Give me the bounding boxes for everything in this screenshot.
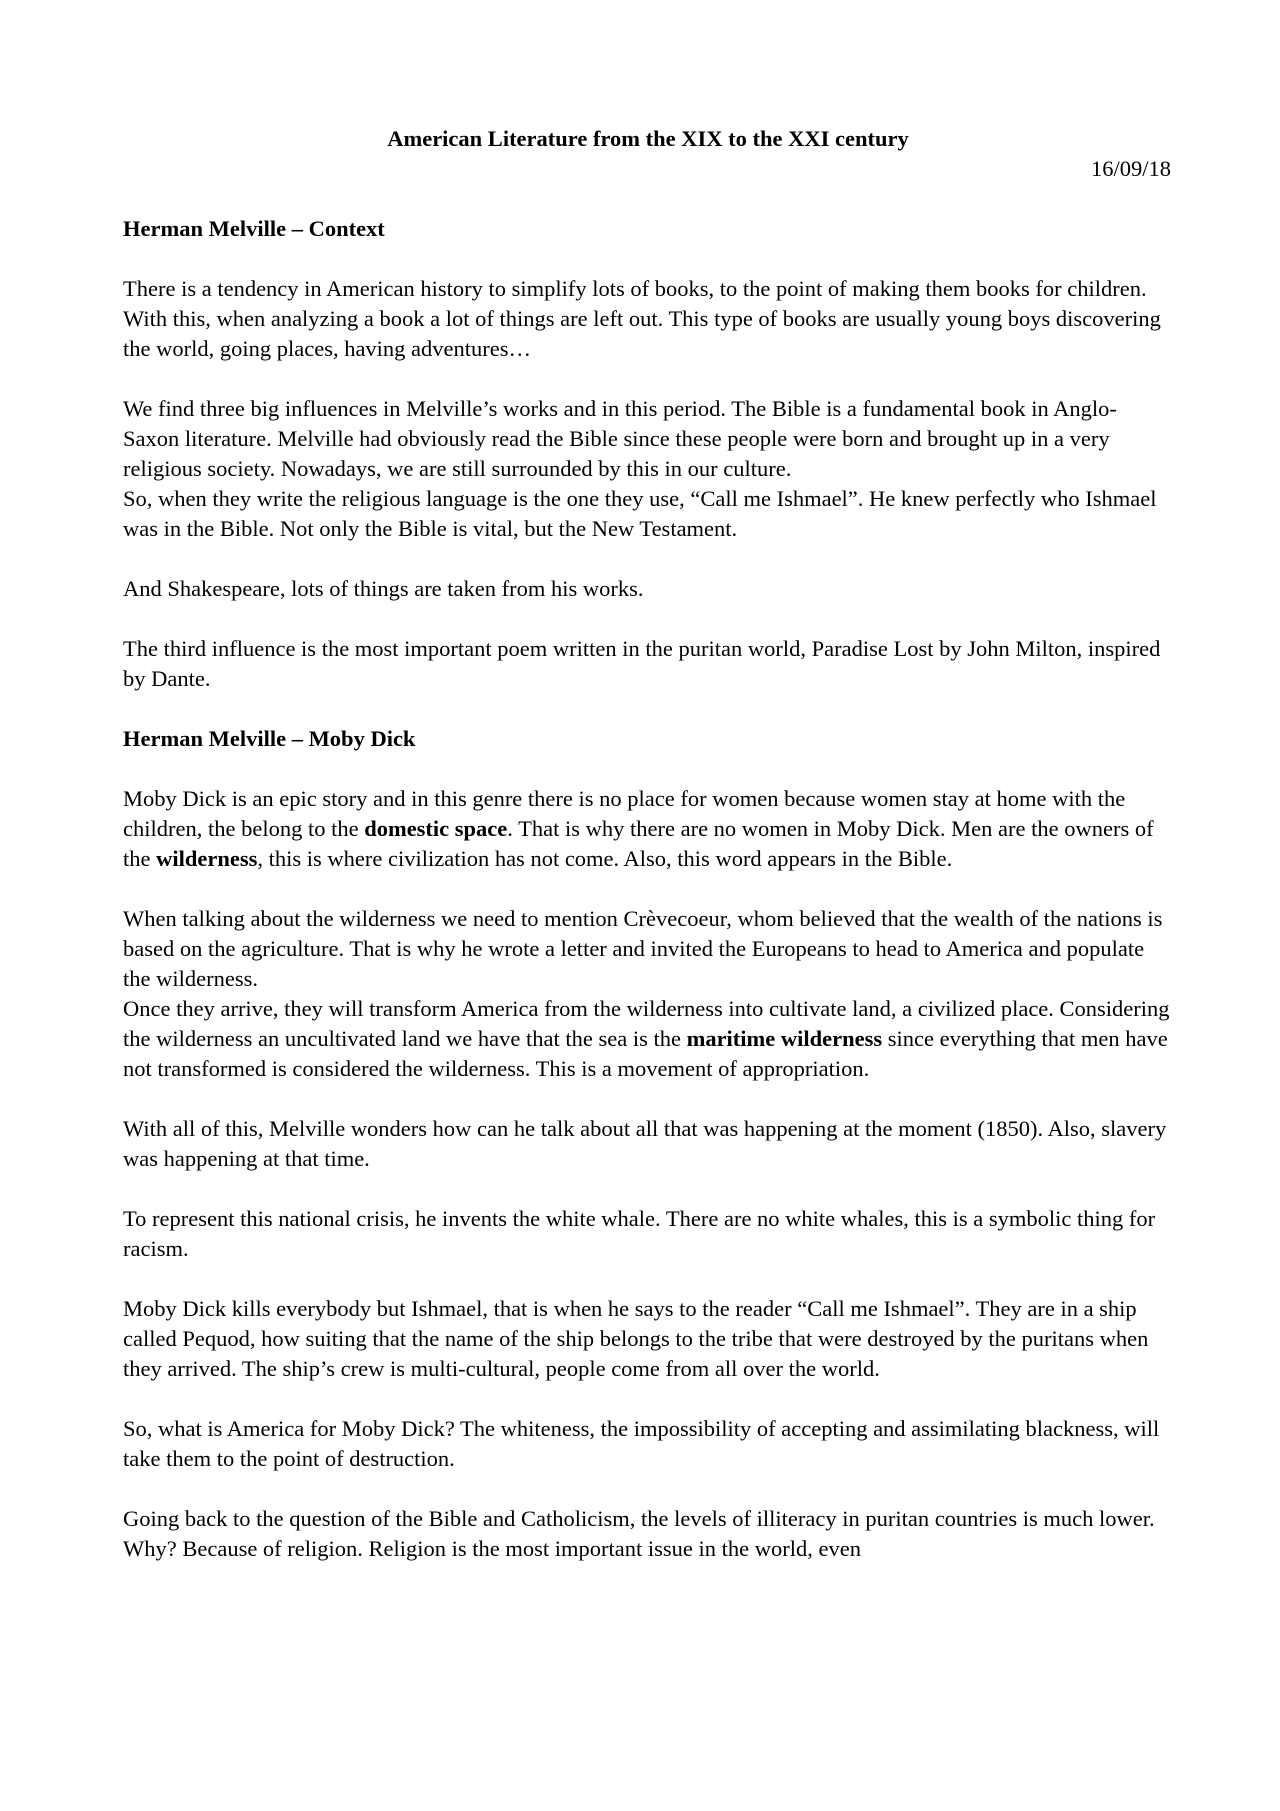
text-run: . That is why there are no women in Moby Dick. Men are the owners of the (123, 816, 1154, 871)
bold-term-wilderness: wilderness (156, 846, 258, 871)
paragraph (123, 784, 1173, 874)
text-run: since everything that men have not transformed is considered the wilderness. This is a movement of appropriation. (123, 1026, 1168, 1081)
spacer (123, 184, 1173, 214)
spacer (123, 694, 1173, 724)
paragraph: When talking about the wilderness we need to mention Crèvecoeur, whom believed that the wealth of the nations is based on the agriculture. That is why he wrote a letter and invited the Europeans to head to America and populate the wilderness. (123, 906, 1163, 991)
text-run: Moby Dick is an epic story and in this genre there is no place for women because women stay at home with the children, the belong to the (123, 786, 1126, 841)
section-heading-moby-dick: Herman Melville – Moby Dick (123, 726, 416, 751)
bold-term-maritime-wilderness: maritime wilderness (686, 1026, 883, 1051)
paragraph: Moby Dick kills everybody but Ishmael, that is when he says to the reader “Call me Ishmael”. They are in a ship called Pequod, how suiting that the name of the ship belongs to the tribe that were destroyed by the puritans when they arrived. The ship’s crew is multi-cultural, people come from all over the world. (123, 1296, 1149, 1381)
paragraph: We find three big influences in Melville’s works and in this period. The Bible is a fundamental book in Anglo-Saxon literature. Melville had obviously read the Bible since these people were born and brought up in a very religious society. Nowadays, we are still surrounded by this in our culture. (123, 396, 1117, 481)
spacer (123, 1084, 1173, 1114)
paragraph: With all of this, Melville wonders how can he talk about all that was happening at the moment (1850). Also, slavery was happening at that time. (123, 1116, 1167, 1171)
spacer (123, 544, 1173, 574)
paragraph: There is a tendency in American history to simplify lots of books, to the point of making them books for children. With this, when analyzing a book a lot of things are left out. This type of books are usually young boys discovering the world, going places, having adventures… (123, 276, 1161, 361)
paragraph: The third influence is the most important poem written in the puritan world, Paradise Lost by John Milton, inspired by Dante. (123, 636, 1161, 691)
spacer (123, 874, 1173, 904)
paragraph: To represent this national crisis, he invents the white whale. There are no white whales, this is a symbolic thing for racism. (123, 1206, 1156, 1261)
paragraph (123, 994, 1173, 1084)
spacer (123, 1384, 1173, 1414)
paragraph: Going back to the question of the Bible and Catholicism, the levels of illiteracy in puritan countries is much lower. Why? Because of religion. Religion is the most important issue in the world, even (123, 1506, 1155, 1561)
spacer (123, 1474, 1173, 1504)
bold-term-domestic-space: domestic space (364, 816, 508, 841)
spacer (123, 754, 1173, 784)
paragraph: And Shakespeare, lots of things are taken from his works. (123, 576, 644, 601)
spacer (123, 364, 1173, 394)
document-body (123, 124, 1173, 1564)
document-title: American Literature from the XIX to the XXI century (387, 126, 909, 151)
spacer (123, 604, 1173, 634)
text-run: Once they arrive, they will transform America from the wilderness into cultivate land, a civilized place. Considering the wilderness an uncultivated land we have that the sea is the (123, 996, 1170, 1051)
paragraph: So, when they write the religious language is the one they use, “Call me Ishmael”. He knew perfectly who Ishmael was in the Bible. Not only the Bible is vital, but the New Testament. (123, 486, 1157, 541)
document-date: 16/09/18 (1090, 156, 1171, 181)
spacer (123, 244, 1173, 274)
text-run: , this is where civilization has not come. Also, this word appears in the Bible. (257, 846, 953, 871)
spacer (123, 1174, 1173, 1204)
spacer (123, 1264, 1173, 1294)
section-heading-context: Herman Melville – Context (123, 216, 385, 241)
paragraph: So, what is America for Moby Dick? The whiteness, the impossibility of accepting and assimilating blackness, will take them to the point of destruction. (123, 1416, 1160, 1471)
